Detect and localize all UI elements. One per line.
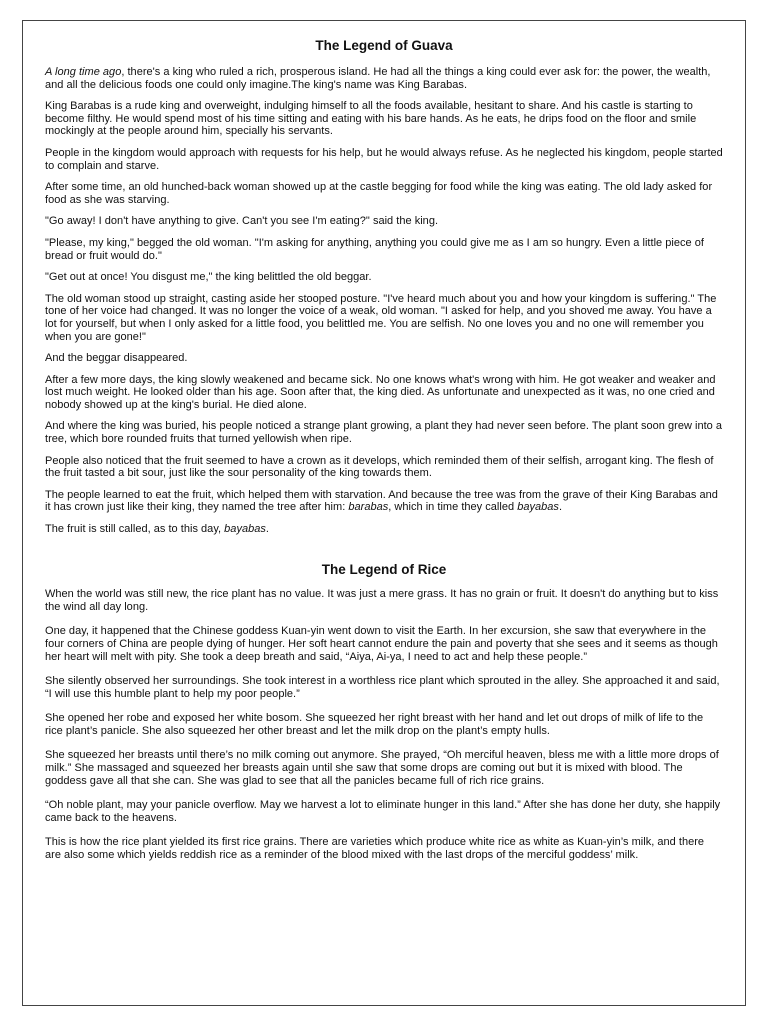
guava-paragraph-11: And where the king was buried, his people noticed a strange plant growing, a plant they had never seen before. The plant soon grew into a tree, which bore rounded fruits that turned yellowish when ripe.	[45, 420, 723, 446]
rice-paragraph-5: She squeezed her breasts until there’s no milk coming out anymore. She prayed, “Oh merciful heaven, bless me with a little more drops of milk.” She massaged and squeezed her breasts again until she saw that some drops are coming out but it is mixed with blood. The goddess gave all that she can. She was glad to see that all the panicles became full of rich rice grains.	[45, 748, 719, 787]
guava-intro-emphasis: A long time ago	[45, 66, 122, 78]
guava-paragraph-9: And the beggar disappeared.	[45, 352, 188, 365]
guava-paragraph-3: People in the kingdom would approach with requests for his help, but he would always refuse. As he neglected his kingdom, people started to complain and starve.	[45, 146, 723, 172]
document-body	[45, 38, 723, 873]
guava-paragraph-6: "Please, my king," begged the old woman. "I'm asking for anything, anything you could give me as I am so hungry. Even a little piece of bread or fruit would do."	[45, 236, 704, 262]
guava-paragraph-8: The old woman stood up straight, casting aside her stooped posture. "I've heard much about you and how your kingdom is suffering." The tone of her voice had changed. It was no longer the voice of a weak, old woman. "I asked for help, and you shoved me away. You have a lot for yourself, but when I only asked for a little food, you belittled me. You are selfish. No one loves you and no one will remember you when you are gone!"	[45, 292, 717, 343]
rice-paragraph-6: “Oh noble plant, may your panicle overflow. May we harvest a lot to eliminate hunger in this land.” After she has done her duty, she happily came back to the heavens.	[45, 798, 721, 824]
guava-paragraph-2: King Barabas is a rude king and overweight, indulging himself to all the foods available, hesitant to share. And his castle is starting to become filthy. He would spend most of his time sitting and eating with his bare hands. As he eats, he drips food on the floor and smile mockingly at the people around him, specially his servants.	[45, 100, 697, 138]
barabas-emphasis: barabas	[348, 501, 389, 514]
guava-section	[45, 38, 723, 536]
rice-title: The Legend of Rice	[321, 561, 447, 577]
rice-paragraph-7: This is how the rice plant yielded its first rice grains. There are varieties which produce white rice as white as Kuan-yin’s milk, and there are also some which yields reddish rice as a reminder of the blood mixed with the last drops of the merciful goddess’ milk.	[45, 835, 705, 861]
bayabas-final-emphasis: bayabas	[224, 523, 266, 536]
rice-paragraph-3: She silently observed her surroundings. She took interest in a worthless rice plant which sprouted in the alley. She approached it and said, “I will use this humble plant to help my poor people.”	[45, 674, 720, 700]
guava-paragraph-10: After a few more days, the king slowly weakened and became sick. No one knows what's wrong with him. He got weaker and weaker and lost much weight. He looked older than his age. Soon after that, the king died. As unfortunate and unexpected as it was, no one cried and nobody showed up at the king's burial. He died alone.	[45, 373, 716, 411]
guava-paragraph-7: "Get out at once! You disgust me," the king belittled the old beggar.	[45, 271, 372, 284]
guava-paragraph-14: The fruit is still called, as to this day, bayabas.	[45, 523, 269, 536]
guava-paragraph-13: The people learned to eat the fruit, which helped them with starvation. And because the tree was from the grave of their King Barabas and it has crown just like their king, they named the tree after him: barabas, which in time they called bayabas.	[45, 488, 718, 514]
guava-paragraph-5: "Go away! I don't have anything to give. Can't you see I'm eating?" said the king.	[45, 215, 439, 228]
bayabas-emphasis: bayabas	[517, 501, 559, 514]
guava-paragraph-12: People also noticed that the fruit seemed to have a crown as it develops, which reminded them of their selfish, arrogant king. The flesh of the fruit tasted a bit sour, just like the sour personality of the king towards them.	[45, 454, 714, 480]
rice-paragraph-2: One day, it happened that the Chinese goddess Kuan-yin went down to visit the Earth. In her excursion, she saw that everywhere in the four corners of China are people dying of hunger. Her soft heart cannot endure the pain and poverty that she sees and it seems as though her heart will melt with pity. She took a deep breath and said, “Aiya, Ai-ya, I need to act and help these people.”	[45, 624, 718, 663]
rice-paragraph-4: She opened her robe and exposed her white bosom. She squeezed her right breast with her hand and let out drops of milk of life to the rice plant’s panicle. She also squeezed her other breast and let the milk drop on the plant’s empty hulls.	[45, 711, 704, 737]
rice-section	[45, 562, 723, 862]
rice-paragraph-1: When the world was still new, the rice plant has no value. It was just a mere grass. It has no grain or fruit. It doesn't do anything but to kiss the wind all day long.	[45, 587, 719, 613]
guava-paragraph-1: A long time ago, there's a king who ruled a rich, prosperous island. He had all the things a king could ever ask for: the power, the wealth, and all the delicious foods one could only imagine.The king's name was King Barabas.	[45, 66, 711, 91]
guava-title: The Legend of Guava	[315, 38, 453, 53]
guava-paragraph-4: After some time, an old hunched-back woman showed up at the castle begging for food while the king was eating. The old lady asked for food as she was starving.	[45, 181, 713, 206]
